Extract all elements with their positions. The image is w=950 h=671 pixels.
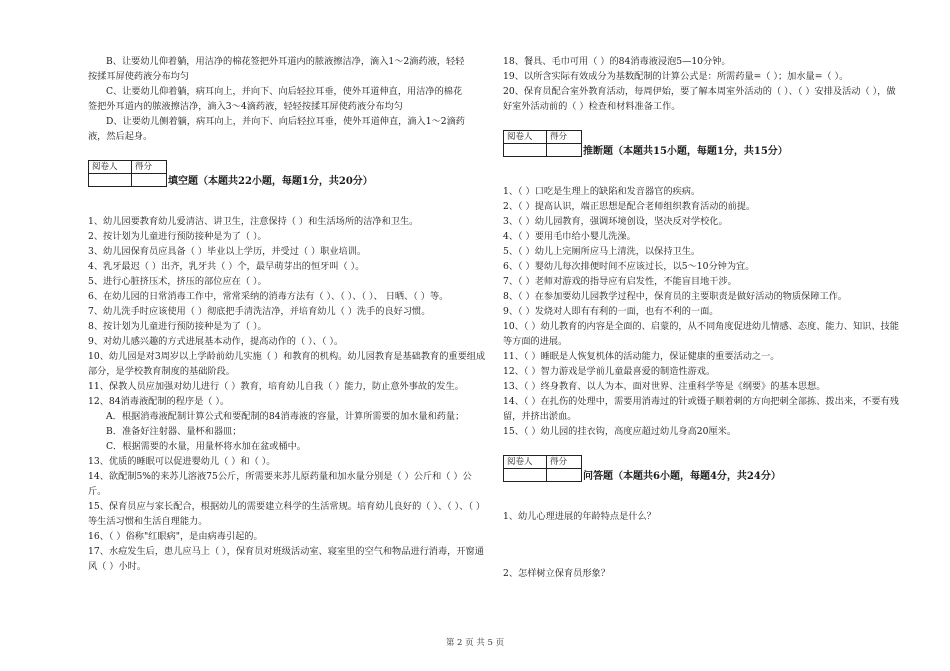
score-label: 得分	[132, 161, 167, 174]
fill-blank-section-header	[88, 160, 488, 190]
judge-item: 3、（ ）幼儿园教育，强调环境创设，坚决反对学校化。	[503, 216, 728, 227]
option-c-line1: C、让要幼儿仰着躺，病耳向上，并向下、向后轻拉耳垂，使外耳道伸直，用洁净的棉花	[106, 86, 463, 97]
page-footer: 第 2 页 共 5 页	[445, 638, 505, 648]
reviewer-cell	[89, 174, 132, 187]
judge-item: 6、（ ）婴幼儿每次排便时间不应该过长，以5～10分钟为宜。	[503, 261, 755, 272]
question: 15、保育员应与家长配合，根据幼儿的需要建立科学的生活常规。培育幼儿良好的（ ）、（ ）、（ ）等生活习惯和生活自理能力。	[88, 501, 486, 527]
question: 2、按计划为儿童进行预防接种是为了（ ）。	[88, 231, 267, 242]
question-option: A．根据消毒液配制计算公式和要配制的84消毒液的容量，计算所需要的加水量和药量；	[106, 411, 465, 422]
score-table	[503, 455, 582, 482]
question-option: C．根据需要的水量，用量杯将水加在盆或桶中。	[106, 441, 306, 452]
reviewer-label: 阅卷人	[504, 131, 547, 144]
judge-item: 15、（ ）幼儿园的挂衣钩，高度应超过幼儿身高20厘米。	[503, 426, 737, 437]
question: 8、按计划为儿童进行预防接种是为了（ ）。	[88, 321, 267, 332]
score-table	[503, 130, 582, 157]
qa-question: 1、幼儿心理进展的年龄特点是什么？	[503, 511, 656, 522]
qa-question: 2、怎样树立保育员形象？	[503, 568, 610, 579]
judge-item: 7、（ ）老师对游戏的指导应有启发性，不能盲目地干涉。	[503, 276, 737, 287]
question: 12、84消毒液配制的程序是（ ）。	[88, 396, 230, 407]
judge-item: 2、（ ）提高认识，端正思想是配合老师组织教育活动的前提。	[503, 201, 756, 212]
reviewer-label: 阅卷人	[504, 456, 547, 469]
question: 13、优质的睡眠可以促进婴幼儿（ ）和（ ）。	[88, 456, 276, 467]
question: 19、以所含实际有效成分为基数配制的计算公式是：所需药量=（ ）；加水量=（ ）。	[503, 71, 849, 82]
reviewer-cell	[504, 144, 547, 157]
question-option: B．准备好注射器、量杯和器皿；	[106, 426, 242, 437]
score-cell	[547, 144, 582, 157]
question: 18、餐具、毛巾可用（ ）的84消毒液浸泡5—10分钟。	[503, 56, 731, 67]
section-title: 问答题（本题共6小题，每题4分，共24分）	[583, 471, 781, 482]
question: 6、在幼儿园的日常消毒工作中，常常采纳的消毒方法有（ ）、（ ）、（ ）、 日晒、（ ）等。	[88, 291, 449, 302]
judge-item: 5、（ ）幼儿上完厕所应马上清洗，以保持卫生。	[503, 246, 701, 257]
score-cell	[132, 174, 167, 187]
section-title: 推断题（本题共15小题，每题1分，共15分）	[583, 146, 788, 157]
judge-item: 12、（ ）智力游戏是学前儿童最喜爱的制造性游戏。	[503, 366, 716, 377]
question: 7、幼儿洗手时应该使用（ ）彻底把手清洗洁净，并培育幼儿（ ）洗手的良好习惯。	[88, 306, 431, 317]
judge-item: 4、（ ）要用毛巾给小婴儿洗澡。	[503, 231, 636, 242]
question: 1、幼儿园要教育幼儿爱清洁、讲卫生，注意保持（ ）和生活场所的洁净和卫生。	[88, 216, 419, 227]
score-table	[88, 160, 167, 187]
reviewer-cell	[504, 469, 547, 482]
judge-item: 10、（ ）幼儿教育的内容是全面的、启蒙的，从不同角度促进幼儿情感、态度、能力、知识、技能等方面的进展。	[503, 321, 899, 347]
question: 10、幼儿园是对3周岁以上学龄前幼儿实施（ ）和教育的机构。幼儿园教育是基础教育的重要组成部分，是学校教育制度的基础阶段。	[88, 351, 486, 377]
question: 14、欲配制5%的来苏儿溶液75公斤，所需要来苏儿原药量和加水量分别是（ ）公斤和（ ）公斤。	[88, 471, 472, 497]
left-column	[88, 54, 488, 574]
question: 5、进行心脏挤压术，挤压的部位应在（ ）。	[88, 276, 267, 287]
section-title: 填空题（本题共22小题，每题1分，共20分）	[168, 176, 373, 187]
score-label: 得分	[547, 131, 582, 144]
judge-item: 1、（ ）口吃是生理上的缺陷和发音器官的疾病。	[503, 186, 701, 197]
question: 16、（ ）俗称"红眼病"，是由病毒引起的。	[88, 531, 263, 542]
judge-section-header	[503, 130, 903, 160]
option-c-line2: 签把外耳道内的脓液擦洁净，滴入3～4滴药液，轻轻按揉耳屏使药液分布均匀	[88, 101, 403, 112]
judge-item: 8、（ ）在参加要幼儿园教学过程中，保育员的主要职责是做好活动的物质保障工作。	[503, 291, 848, 302]
option-b-line1: B、让要幼儿仰着躺，用洁净的棉花签把外耳道内的脓液擦洁净，滴入1～2滴药液，轻轻	[106, 56, 465, 67]
question: 11、保教人员应加强对幼儿进行（ ）教育，培育幼儿自我（ ）能力，防止意外事故的发生。	[88, 381, 464, 392]
score-cell	[547, 469, 582, 482]
judge-item: 13、（ ）终身教育、以人为本、面对世界、注重科学等是《纲要》的基本思想。	[503, 381, 826, 392]
option-b-line2: 按揉耳屏使药液分布均匀	[88, 71, 190, 82]
question: 9、对幼儿感兴趣的方式进展基本动作，提高动作的（ ）、（ ）。	[88, 336, 344, 347]
score-label: 得分	[547, 456, 582, 469]
right-column	[503, 54, 903, 581]
option-d-line1: D、让要幼儿侧着躺，病耳向上，并向下、向后轻拉耳垂，使外耳道伸直，滴入1～2滴药	[106, 116, 465, 127]
qa-section-header	[503, 455, 903, 485]
question: 20、保育员配合室外教育活动，每周伊始，要了解本周室外活动的（ ）、（ ）安排及活动（ ），做好室外活动前的（ ）检查和材料准备工作。	[503, 86, 896, 112]
option-d-line2: 液，然后起身。	[88, 131, 153, 142]
judge-item: 9、（ ）发烧对人即有有利的一面，也有不利的一面。	[503, 306, 719, 317]
reviewer-label: 阅卷人	[89, 161, 132, 174]
question: 17、水痘发生后，患儿应马上（ ），保育员对班级活动室、寝室里的空气和物品进行消毒，开窗通风（ ）小时。	[88, 546, 484, 572]
judge-item: 14、（ ）在扎伤的处理中，需要用消毒过的针或镊子顺着刺的方向把刺全部拣、拨出来，不要有残留，并挤出淤血。	[503, 396, 899, 422]
question: 4、乳牙最迟（ ）出齐，乳牙共（ ）个，最早萌芽出的恒牙叫（ ）。	[88, 261, 365, 272]
judge-item: 11、（ ）睡眠是人恢复机体的活动能力，保证健康的重要活动之一。	[503, 351, 780, 362]
question: 3、幼儿园保育员应具备（ ）毕业以上学历，并受过（ ）职业培训。	[88, 246, 367, 257]
